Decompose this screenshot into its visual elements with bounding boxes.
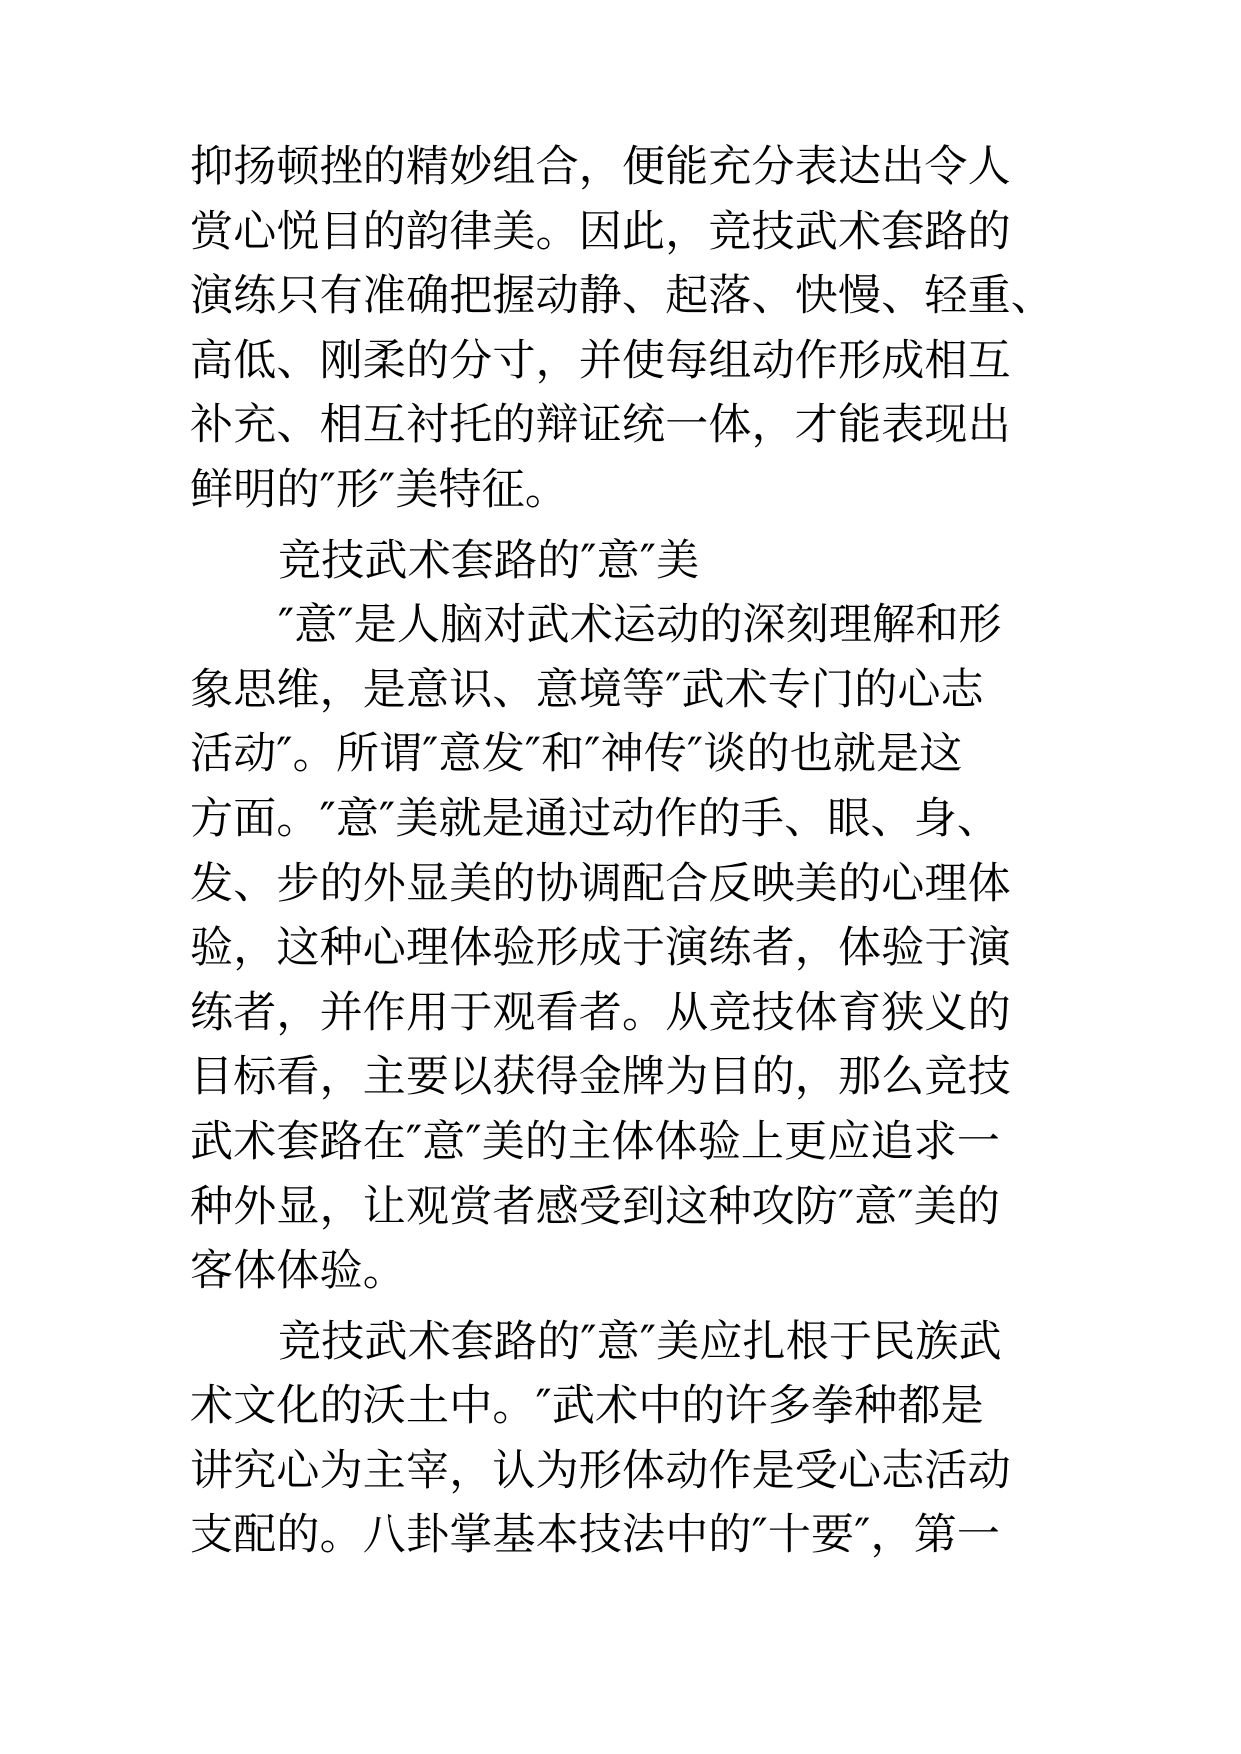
text-line: 补充、相互衬托的辩证统一体，才能表现出	[190, 400, 1011, 451]
text-line: 方面。″意″美就是通过动作的手、眼、身、	[190, 793, 1001, 844]
text-line: 验，这种心理体验形成于演练者，体验于演	[190, 923, 1011, 974]
text-line: 客体体验。	[190, 1246, 406, 1297]
text-line: 赏心悦目的韵律美。因此，竞技武术套路的	[190, 206, 1011, 257]
text-line: 目标看，主要以获得金牌为目的，那么竞技	[190, 1052, 1011, 1103]
text-line: 鲜明的″形″美特征。	[190, 464, 569, 515]
text-line: 高低、刚柔的分寸，并使每组动作形成相互	[190, 335, 1011, 386]
text-line: 术文化的沃土中。″武术中的许多拳种都是	[190, 1381, 984, 1432]
text-line: 讲究心为主宰，认为形体动作是受心志活动	[190, 1445, 1011, 1496]
text-line: 武术套路在″意″美的主体体验上更应追求一	[190, 1116, 1001, 1167]
text-line: 活动″。所谓″意发″和″神传″谈的也就是这	[190, 729, 963, 780]
paragraph-first-line: ″意″是人脑对武术运动的深刻理解和形	[278, 600, 1002, 651]
text-line: 象思维，是意识、意境等″武术专门的心志	[190, 664, 984, 715]
text-line: 练者，并作用于观看者。从竞技体育狭义的	[190, 987, 1011, 1038]
text-line: 演练只有准确把握动静、起落、快慢、轻重、	[190, 271, 1054, 322]
text-line: 种外显，让观赏者感受到这种攻防″意″美的	[190, 1181, 1001, 1232]
section-heading: 竞技武术套路的″意″美	[278, 535, 700, 586]
paragraph-first-line: 竞技武术套路的″意″美应扎根于民族武	[278, 1316, 1002, 1367]
text-line: 支配的。八卦掌基本技法中的″十要″，第一	[190, 1510, 1001, 1561]
text-line: 抑扬顿挫的精妙组合，便能充分表达出令人	[190, 142, 1011, 192]
text-line: 发、步的外显美的协调配合反映美的心理体	[190, 858, 1011, 909]
body-text	[190, 135, 1190, 1568]
